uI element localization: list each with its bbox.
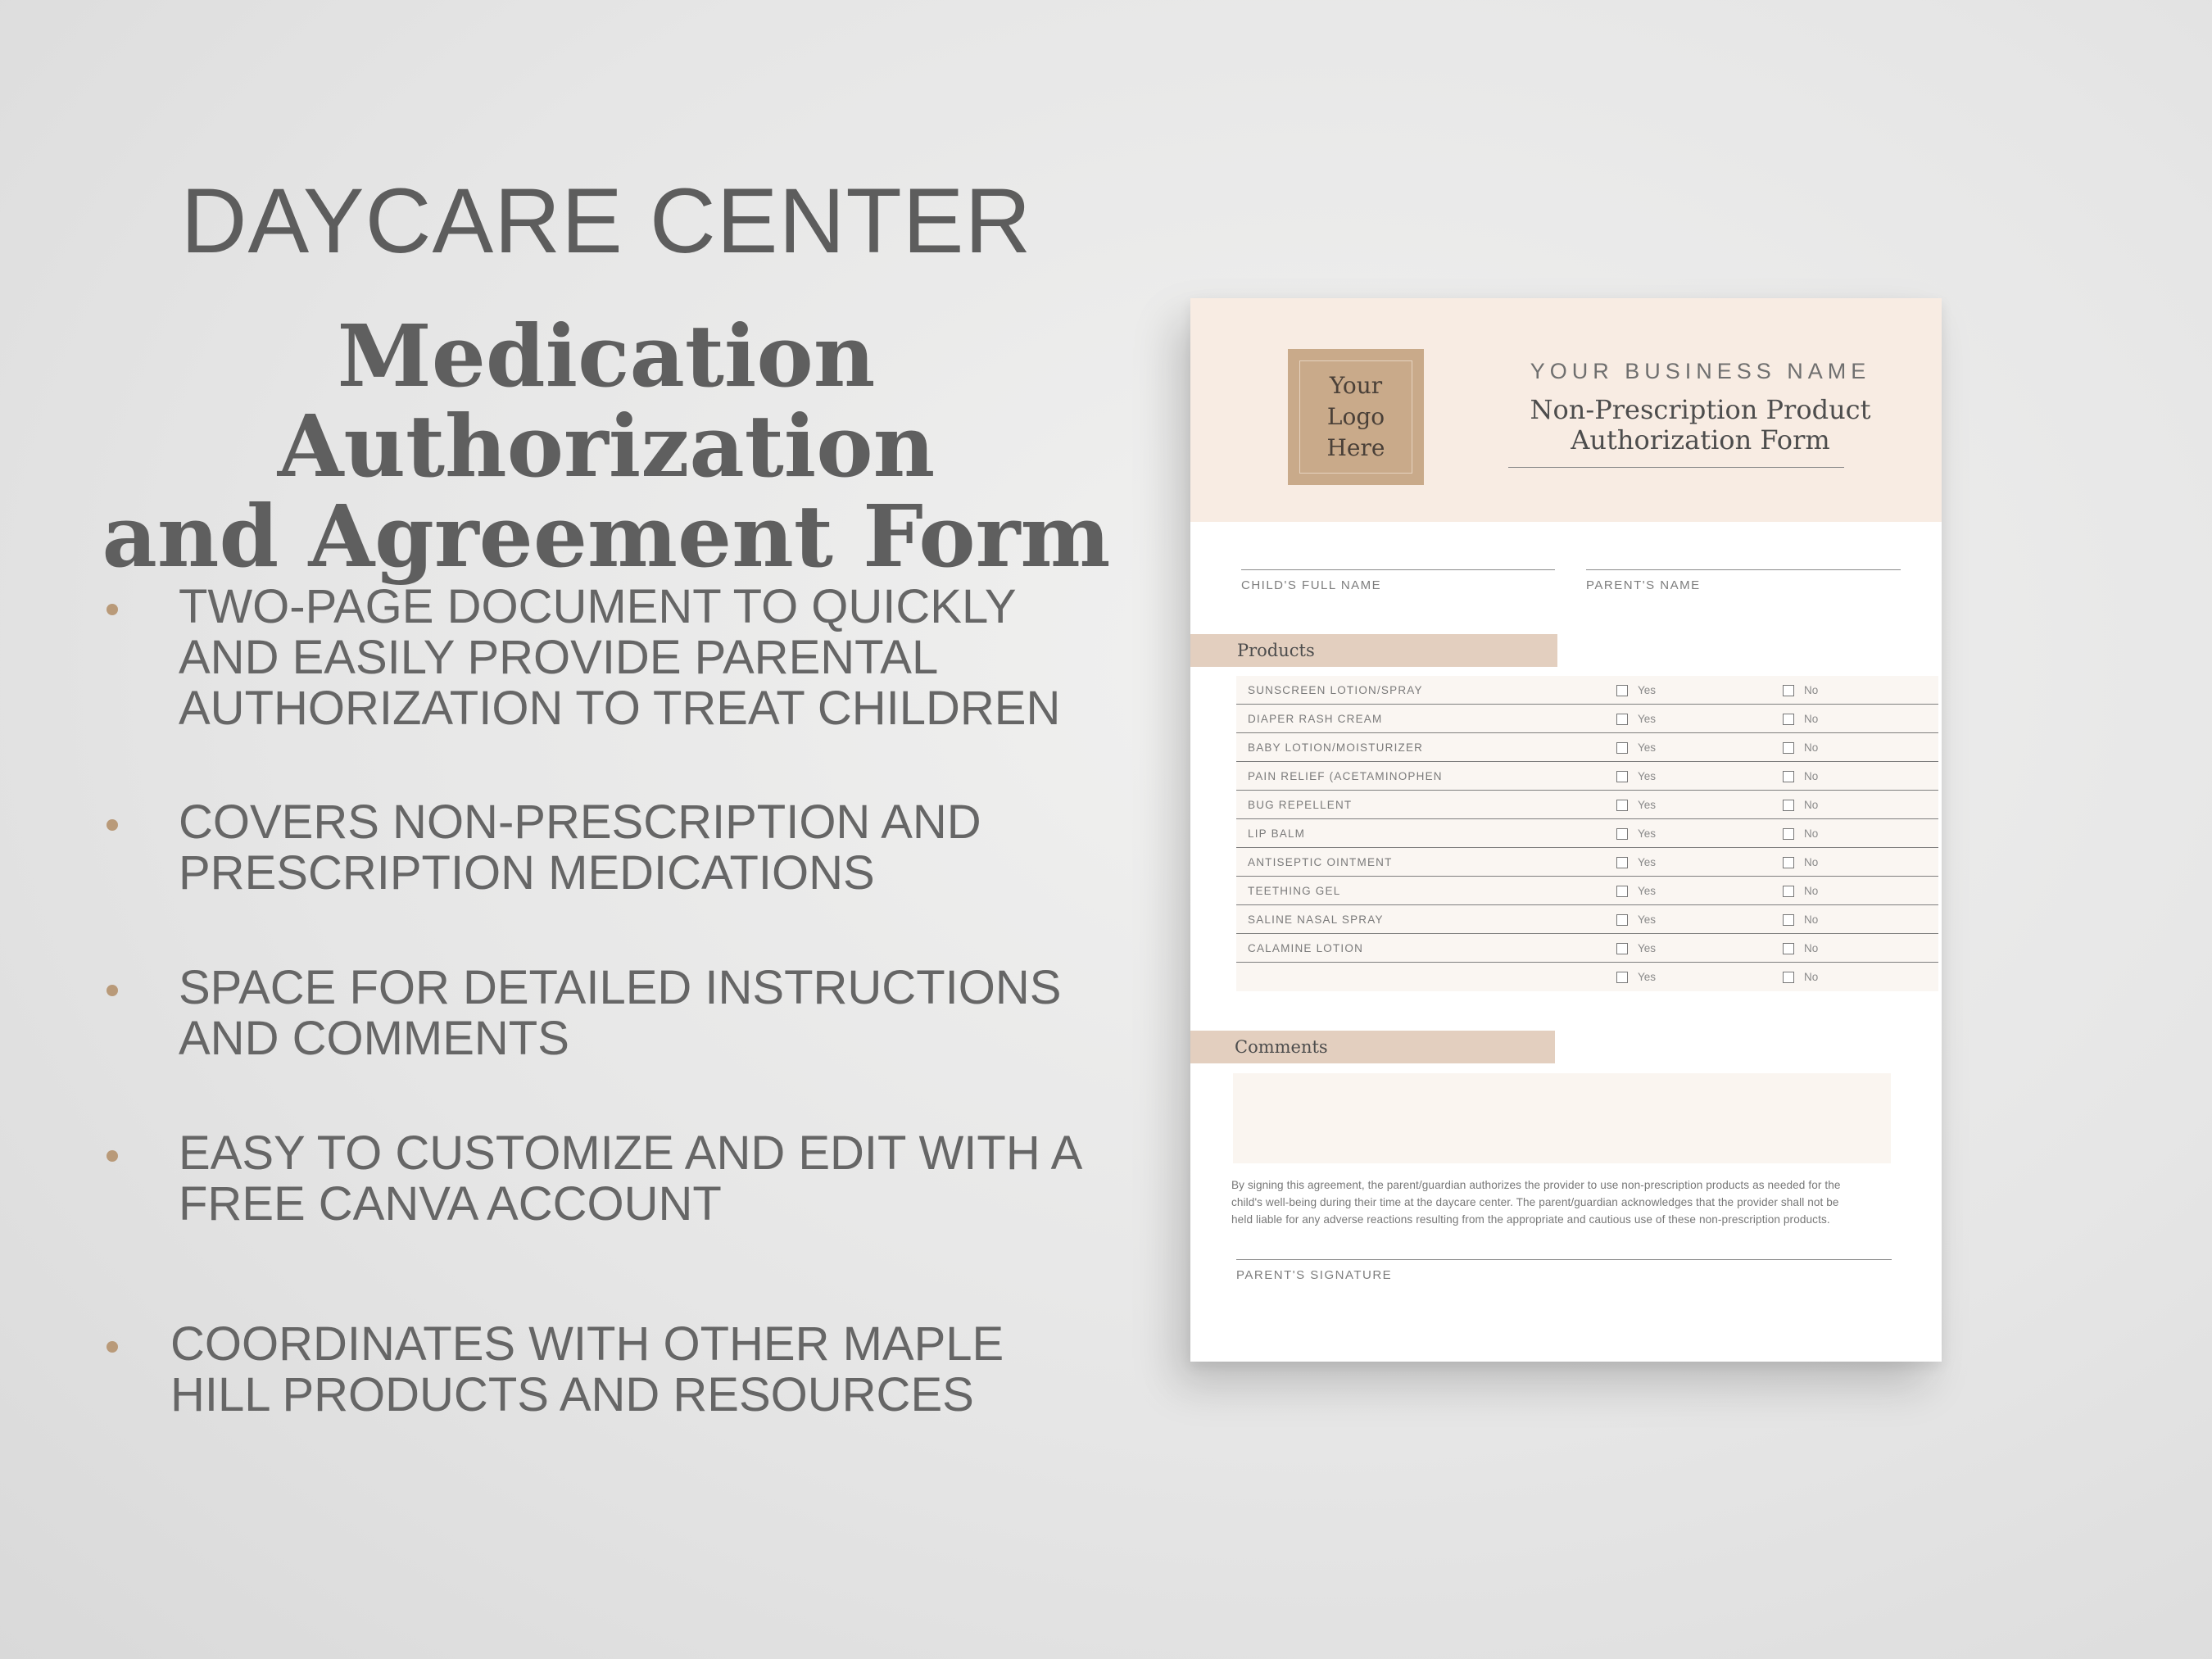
logo-placeholder [1288,349,1424,485]
product-row [1236,963,1938,991]
title-divider [1508,467,1844,468]
no-label: No [1804,799,1819,811]
product-name: PAIN RELIEF (ACETAMINOPHEN [1248,770,1443,782]
feature-item [107,797,1131,899]
bullet-icon [107,985,118,996]
product-name: DIAPER RASH CREAM [1248,713,1383,725]
no-label: No [1804,684,1819,696]
product-name: SUNSCREEN LOTION/SPRAY [1248,684,1423,696]
signature-field[interactable] [1236,1259,1892,1260]
no-checkbox[interactable] [1783,828,1794,840]
bullet-icon [107,1341,118,1353]
promo-title-line: Medication Authorization [277,306,936,496]
logo-line: Here [1326,434,1385,461]
logo-text [1299,360,1412,474]
form-sheet [1190,298,1942,1362]
logo-line: Your [1329,372,1383,399]
no-label: No [1804,827,1819,840]
no-checkbox[interactable] [1783,685,1794,696]
product-row [1236,905,1938,934]
promo-kicker: DAYCARE CENTER [180,170,1032,272]
feature-item [107,963,1131,1064]
form-title-line: Authorization Form [1571,424,1830,456]
disclaimer-line: child's well-being during their time at the daycare center. The parent/guardian acknowledges that the provider shall not be [1231,1196,1839,1208]
yes-checkbox[interactable] [1616,857,1628,868]
feature-line: COVERS NON-PRESCRIPTION AND [179,796,981,849]
no-checkbox[interactable] [1783,886,1794,897]
products-table [1236,676,1938,991]
feature-line: HILL PRODUCTS AND RESOURCES [170,1368,974,1421]
no-label: No [1804,856,1819,868]
yes-label: Yes [1638,913,1657,926]
bullet-icon [107,1150,118,1162]
signature-label: PARENT'S SIGNATURE [1236,1268,1393,1282]
no-checkbox[interactable] [1783,742,1794,754]
feature-line: FREE CANVA ACCOUNT [179,1177,722,1231]
disclaimer-line: held liable for any adverse reactions resulting from the appropriate and cautious use of these non-prescription products. [1231,1213,1830,1226]
child-name-field[interactable] [1241,569,1555,570]
no-checkbox[interactable] [1783,771,1794,782]
no-label: No [1804,741,1819,754]
product-row [1236,934,1938,963]
feature-line: COORDINATES WITH OTHER MAPLE [170,1317,1004,1371]
feature-line: AND COMMENTS [179,1012,569,1065]
no-checkbox[interactable] [1783,943,1794,954]
no-checkbox[interactable] [1783,914,1794,926]
no-label: No [1804,913,1819,926]
feature-line: AND EASILY PROVIDE PARENTAL [179,631,939,684]
product-row [1236,676,1938,705]
feature-line: SPACE FOR DETAILED INSTRUCTIONS [179,961,1062,1014]
yes-label: Yes [1638,713,1657,725]
disclaimer-line: By signing this agreement, the parent/guardian authorizes the provider to use non-prescription products as needed for the [1231,1179,1841,1191]
product-name: SALINE NASAL SPRAY [1248,913,1384,926]
promo-title [0,306,1213,587]
feature-item [107,1128,1131,1230]
yes-label: Yes [1638,799,1657,811]
product-name: ANTISEPTIC OINTMENT [1248,856,1393,868]
form-header [1190,298,1942,522]
feature-item [107,1319,1131,1421]
yes-checkbox[interactable] [1616,742,1628,754]
yes-label: Yes [1638,684,1657,696]
product-row [1236,733,1938,762]
form-title-line: Non-Prescription Product [1530,394,1871,425]
yes-checkbox[interactable] [1616,972,1628,983]
no-label: No [1804,713,1819,725]
no-label: No [1804,770,1819,782]
yes-checkbox[interactable] [1616,800,1628,811]
yes-checkbox[interactable] [1616,714,1628,725]
form-title [1485,395,1915,456]
yes-checkbox[interactable] [1616,771,1628,782]
no-checkbox[interactable] [1783,857,1794,868]
yes-label: Yes [1638,942,1657,954]
bullet-icon [107,604,118,615]
comments-heading: Comments [1190,1031,1555,1063]
product-row [1236,848,1938,877]
parent-name-label: PARENT'S NAME [1586,578,1701,592]
product-row [1236,791,1938,819]
comments-field[interactable] [1233,1073,1891,1163]
business-name: YOUR BUSINESS NAME [1530,359,1871,383]
feature-line: AUTHORIZATION TO TREAT CHILDREN [179,682,1061,735]
feature-line: PRESCRIPTION MEDICATIONS [179,846,875,900]
no-label: No [1804,885,1819,897]
no-checkbox[interactable] [1783,800,1794,811]
products-heading: Products [1190,634,1557,667]
yes-checkbox[interactable] [1616,828,1628,840]
no-checkbox[interactable] [1783,714,1794,725]
product-row [1236,762,1938,791]
yes-checkbox[interactable] [1616,914,1628,926]
yes-checkbox[interactable] [1616,685,1628,696]
product-row [1236,877,1938,905]
product-name: CALAMINE LOTION [1248,942,1364,954]
child-name-label: CHILD'S FULL NAME [1241,578,1382,592]
product-name: BABY LOTION/MOISTURIZER [1248,741,1424,754]
yes-label: Yes [1638,827,1657,840]
product-name: LIP BALM [1248,827,1306,840]
product-name: BUG REPELLENT [1248,799,1353,811]
yes-label: Yes [1638,885,1657,897]
product-row [1236,705,1938,733]
yes-label: Yes [1638,770,1657,782]
promo-title-line: and Agreement Form [102,486,1111,587]
feature-item [107,582,1131,734]
logo-line: Logo [1326,403,1385,430]
yes-checkbox[interactable] [1616,886,1628,897]
disclaimer [1231,1176,1903,1228]
yes-label: Yes [1638,856,1657,868]
yes-label: Yes [1638,971,1657,983]
product-row [1236,819,1938,848]
no-checkbox[interactable] [1783,972,1794,983]
no-label: No [1804,942,1819,954]
product-name: TEETHING GEL [1248,885,1341,897]
bullet-icon [107,819,118,831]
feature-line: TWO-PAGE DOCUMENT TO QUICKLY [179,580,1017,633]
feature-line: EASY TO CUSTOMIZE AND EDIT WITH A [179,1126,1083,1180]
yes-label: Yes [1638,741,1657,754]
parent-name-field[interactable] [1586,569,1901,570]
yes-checkbox[interactable] [1616,943,1628,954]
no-label: No [1804,971,1819,983]
